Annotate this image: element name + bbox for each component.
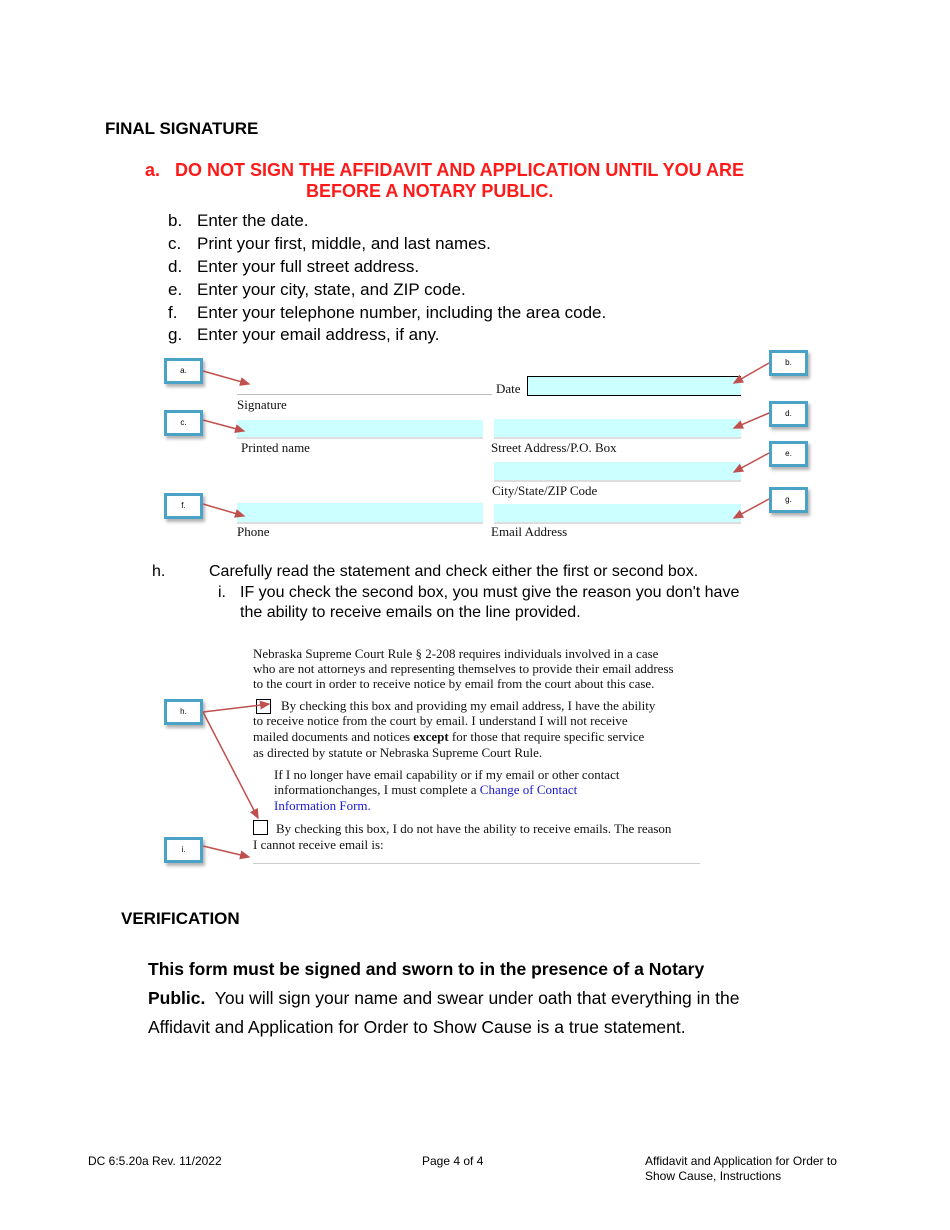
email-address-label: Email Address [491, 524, 568, 539]
step-text: Print your first, middle, and last names. [197, 234, 491, 253]
verification-text: Affidavit and Application for Order to Show Cause is a true statement. [148, 1017, 686, 1037]
statement-text-part: mailed documents and notices [253, 729, 414, 744]
street-address-label: Street Address/P.O. Box [491, 440, 617, 455]
step-letter: e. [168, 280, 183, 299]
statement-text: to the court in order to receive notice by email from the court about this case. [253, 676, 655, 691]
verification-bold: Public. [148, 988, 206, 1008]
verification-text: This form must be signed and sworn to in the presence of a Notary [148, 959, 705, 979]
arrow-g [734, 499, 769, 518]
step-i-letter: i. [218, 584, 226, 601]
step-text: Enter your email address, if any. [197, 325, 440, 344]
arrow-h2 [203, 712, 258, 818]
city-state-zip-label: City/State/ZIP Code [492, 483, 598, 498]
statement-text: to receive notice from the court by email. I understand I will not receive [253, 713, 628, 728]
change-of-contact-link[interactable]: Information Form. [274, 798, 371, 813]
step-text: Enter your full street address. [197, 257, 420, 276]
callout-h: h. [164, 699, 203, 725]
callout-a: a. [164, 358, 203, 384]
callout-b: b. [769, 350, 808, 376]
step-text: Enter the date. [197, 211, 309, 230]
section-heading-final-signature: FINAL SIGNATURE [105, 119, 259, 138]
statement-text: Nebraska Supreme Court Rule § 2-208 requires individuals involved in a case [253, 646, 659, 661]
arrow-a [203, 371, 249, 384]
callout-e: e. [769, 441, 808, 467]
warning-letter: a. [145, 160, 161, 180]
verification-text-part: You will sign your name and swear under oath that everything in the [205, 988, 740, 1008]
step-i-text: the ability to receive emails on the line provided. [240, 604, 581, 621]
step-text: Enter your city, state, and ZIP code. [197, 280, 466, 299]
arrow-i [203, 846, 249, 857]
arrow-e [734, 453, 769, 472]
callout-f: f. [164, 493, 203, 519]
printed-name-label: Printed name [241, 440, 310, 455]
statement-text-part: for those that require specific service [448, 729, 645, 744]
signature-label: Signature [237, 397, 287, 412]
callout-c: c. [164, 410, 203, 436]
statement-text-part: informationchanges, I must complete a [274, 782, 480, 797]
callout-i: i. [164, 837, 203, 863]
arrow-b [734, 363, 769, 383]
arrow-c [203, 420, 244, 431]
date-label: Date [496, 381, 521, 396]
warning-line-2: BEFORE A NOTARY PUBLIC. [306, 181, 554, 201]
phone-label: Phone [237, 524, 270, 539]
step-letter: c. [168, 234, 182, 253]
step-text: Enter your telephone number, including the area code. [197, 303, 607, 322]
section-heading-verification: VERIFICATION [121, 909, 240, 928]
statement-text: as directed by statute or Nebraska Supreme Court Rule. [253, 745, 543, 760]
footer-title: Show Cause, Instructions [645, 1169, 782, 1183]
statement-text: If I no longer have email capability or if my email or other contact [274, 767, 620, 782]
step-i-text: IF you check the second box, you must give the reason you don't have [240, 584, 740, 601]
step-h-text: Carefully read the statement and check either the first or second box. [209, 563, 699, 580]
verification-text [148, 984, 739, 1013]
statement-text: who are not attorneys and representing themselves to provide their email address [253, 661, 674, 676]
footer-form-number: DC 6:5.20a Rev. 11/2022 [88, 1154, 222, 1168]
statement-text: I cannot receive email is: [253, 837, 384, 852]
step-letter: f. [168, 303, 178, 322]
arrow-f [203, 504, 244, 516]
callout-d: d. [769, 401, 808, 427]
footer-page-number: Page 4 of 4 [422, 1154, 484, 1168]
arrow-h1 [203, 704, 269, 712]
statement-text: By checking this box, I do not have the ability to receive emails. The reason [276, 821, 672, 836]
step-h-letter: h. [152, 563, 166, 580]
step-letter: b. [168, 211, 183, 230]
statement-text: By checking this box and providing my email address, I have the ability [281, 698, 656, 713]
warning-line-1: DO NOT SIGN THE AFFIDAVIT AND APPLICATION UNTIL YOU ARE [175, 160, 745, 180]
change-of-contact-link[interactable]: Change of Contact [479, 782, 578, 797]
callout-g: g. [769, 487, 808, 513]
statement-text-bold: except [413, 729, 449, 744]
step-letter: g. [168, 325, 183, 344]
arrow-d [734, 413, 769, 428]
step-letter: d. [168, 257, 183, 276]
footer-title: Affidavit and Application for Order to [645, 1154, 837, 1168]
